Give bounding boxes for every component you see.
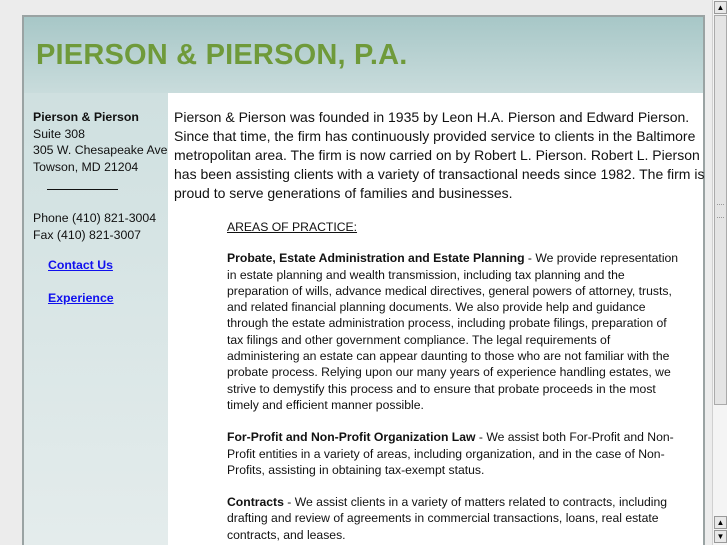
grip-icon [717,204,724,218]
practice-area-title: Contracts [227,495,284,510]
site-header [24,17,703,93]
firm-name: Pierson & Pierson [33,110,139,124]
intro-paragraph: Pierson & Pierson was founded in 1935 by Leon H.A. Pierson and Edward Pierson. Since that time, the firm has continuously provided service to clients in the Baltimore metropolitan area. The firm is now carried on by Robert L. Pierson. Robert L. Pierson has been assisting clients with a variety of transactional needs since 1982. The firm is proud to serve generations of families and businesses. [174,109,705,201]
practice-area-title: Probate, Estate Administration and Estate Planning [227,251,525,266]
address-suite: Suite 308 [33,126,85,141]
practice-area-text: - We assist clients in a variety of matters related to contracts, including drafting and review of agreements in commercial transactions, loans, real estate contracts, and leases. [227,495,668,542]
page-frame [22,15,705,545]
divider [47,189,118,190]
site-title: PIERSON & PIERSON, P.A. [36,38,408,71]
practice-area-title: For-Profit and Non-Profit Organization Law [227,430,476,445]
scrollbar-thumb[interactable] [714,15,727,405]
scroll-up-icon[interactable]: ▲ [714,1,727,14]
main-content [172,108,707,543]
address-city: Towson, MD 21204 [33,159,139,174]
practice-area [227,250,685,413]
practice-area-text: - We provide representation in estate planning and wealth transmission, including tax planning and the preparation of wills, advance medical directives, general powers of attorney, trusts, and related financial planning documents. We also provide help and guidance through the estate administration process, including probate filings, preparation of tax filings and other government compliance. The legal requirements of administering an estate can appear daunting to those who are not familiar with the probate process. Relying upon our many years of experience handling estates, we strive to demystify this process and to ensure that probate proceeds in the most timely and efficient manner possible. [227,251,679,412]
experience-link[interactable]: Experience [48,290,114,305]
sidebar [24,93,168,545]
practice-area [227,494,685,543]
address-street: 305 W. Chesapeake Ave [33,143,168,157]
contact-us-link[interactable]: Contact Us [48,258,113,272]
scroll-down-icon[interactable]: ▼ [714,530,727,543]
fax: Fax (410) 821-3007 [33,227,142,242]
scroll-up-icon[interactable]: ▲ [714,516,727,529]
practice-area [227,429,685,478]
areas-of-practice [227,219,685,543]
phone: Phone (410) 821-3004 [33,211,157,225]
areas-heading: AREAS OF PRACTICE: [227,220,358,234]
vertical-scrollbar[interactable] [712,0,727,545]
practice-area-text: - We assist both For-Profit and Non-Profit entities in a variety of areas, including organization, and in the case of Non-Profits, assisting in obtaining tax-exempt status. [227,430,674,477]
